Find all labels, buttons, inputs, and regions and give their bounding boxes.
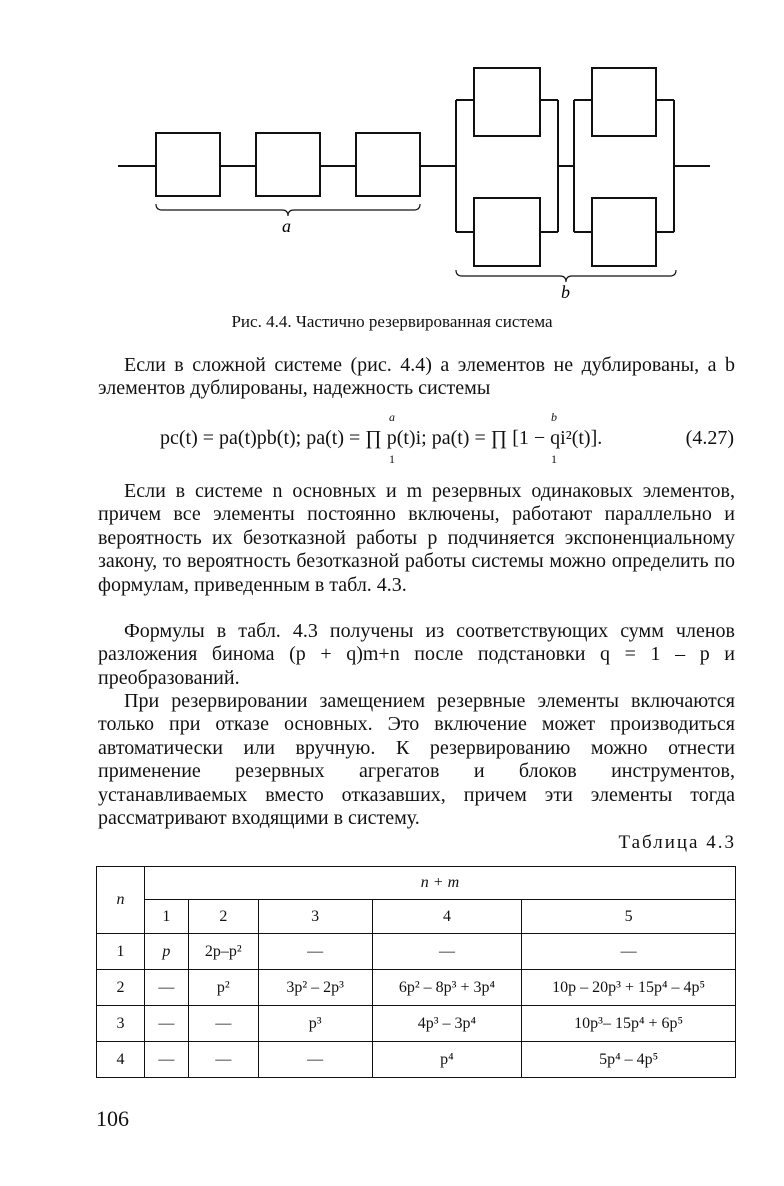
product-lower-2: 1 bbox=[551, 452, 557, 466]
subheader-cell: 4 bbox=[372, 900, 522, 934]
table-cell: — bbox=[258, 934, 372, 970]
page-number: 106 bbox=[96, 1106, 129, 1131]
table-cell: — bbox=[188, 1042, 258, 1078]
product-upper-b: b bbox=[551, 410, 557, 424]
table-cell: — bbox=[144, 1006, 188, 1042]
series-block-1 bbox=[156, 133, 220, 196]
paragraph-3: Формулы в табл. 4.3 получены из соответствующих сумм членов разложения бинома (p + q)m+n после подстановки q = 1 – p и преобразований. bbox=[98, 620, 735, 689]
redundant-block-top-1 bbox=[474, 68, 540, 136]
product-lower-1: 1 bbox=[389, 452, 395, 466]
table-title: Таблица 4.3 bbox=[618, 832, 736, 853]
header-n-text: n bbox=[116, 891, 125, 908]
redundant-block-bottom-1 bbox=[474, 198, 540, 266]
table-row bbox=[97, 1042, 736, 1078]
table-cell: — bbox=[258, 1042, 372, 1078]
row-n: 2 bbox=[97, 970, 145, 1006]
formula-4-27 bbox=[160, 410, 740, 470]
table-4-3 bbox=[96, 866, 736, 1078]
table-cell: 5p⁴ – 4p⁵ bbox=[522, 1042, 736, 1078]
label-b: b bbox=[561, 282, 570, 302]
table-cell: — bbox=[188, 1006, 258, 1042]
header-group bbox=[144, 867, 735, 900]
table-cell: 2p–p² bbox=[188, 934, 258, 970]
table-cell: — bbox=[372, 934, 522, 970]
subheader-cell: 2 bbox=[188, 900, 258, 934]
subheader-cell: 3 bbox=[258, 900, 372, 934]
table-cell: p² bbox=[188, 970, 258, 1006]
figure-caption: Рис. 4.4. Частично резервированная система bbox=[231, 312, 553, 331]
row-n: 3 bbox=[97, 1006, 145, 1042]
table-row bbox=[97, 1006, 736, 1042]
table-cell: — bbox=[144, 970, 188, 1006]
formula-expression: pc(t) = pa(t)pb(t); pa(t) = ∏ p(t)i; pa(t) = ∏ [1 − qi²(t)]. bbox=[160, 427, 603, 449]
paragraph-4: При резервировании замещением резервные элементы включаются только при отказе основных. Это включение может производиться автоматически или вручную. К резервированию можно отнести применение резервных агрегатов и блоков инструментов, устанавливаемых вместо отказавших, причем эти элементы тогда рассматривают входящими в систему. bbox=[98, 690, 735, 830]
row-n: 1 bbox=[97, 934, 145, 970]
table-cell: 4p³ – 3p⁴ bbox=[372, 1006, 522, 1042]
paragraph-1 bbox=[98, 354, 735, 401]
table-cell: — bbox=[144, 1042, 188, 1078]
table-cell: 3p² – 2p³ bbox=[258, 970, 372, 1006]
label-a: a bbox=[282, 216, 291, 236]
subheader-cell: 1 bbox=[144, 900, 188, 934]
table-cell: 10p³– 15p⁴ + 6p⁵ bbox=[522, 1006, 736, 1042]
header-group-text: n + m bbox=[420, 874, 460, 891]
product-upper-a: a bbox=[389, 410, 395, 424]
formula-number: (4.27) bbox=[685, 427, 734, 449]
table-cell: 10p – 20p³ + 15p⁴ – 4p⁵ bbox=[522, 970, 736, 1006]
table-row bbox=[97, 934, 736, 970]
paragraph-2: Если в системе n основных и m резервных одинаковых элементов, причем все элементы постоянно включены, работают параллельно и вероятность их безотказной работы p подчиняется экспоненциальному закону, то вероятность безотказной работы системы можно определить по формулам, приведенным в табл. 4.3. bbox=[98, 480, 735, 596]
table-cell: 6p² – 8p³ + 3p⁴ bbox=[372, 970, 522, 1006]
redundant-block-top-2 bbox=[592, 68, 656, 136]
header-n bbox=[97, 867, 145, 934]
table-cell: — bbox=[522, 934, 736, 970]
reliability-block-diagram bbox=[0, 0, 784, 310]
table-cell: p bbox=[144, 934, 188, 970]
row-n: 4 bbox=[97, 1042, 145, 1078]
paragraph-1-text: Если в сложной системе (рис. 4.4) a элементов не дублированы, а b элементов дублированы, надежность системы bbox=[98, 354, 735, 400]
table-cell: p⁴ bbox=[372, 1042, 522, 1078]
brace-b bbox=[456, 270, 676, 282]
series-block-3 bbox=[356, 133, 420, 196]
redundant-block-bottom-2 bbox=[592, 198, 656, 266]
table-cell: p³ bbox=[258, 1006, 372, 1042]
brace-a bbox=[156, 204, 420, 216]
table-row bbox=[97, 970, 736, 1006]
series-block-2 bbox=[256, 133, 320, 196]
subheader-cell: 5 bbox=[522, 900, 736, 934]
